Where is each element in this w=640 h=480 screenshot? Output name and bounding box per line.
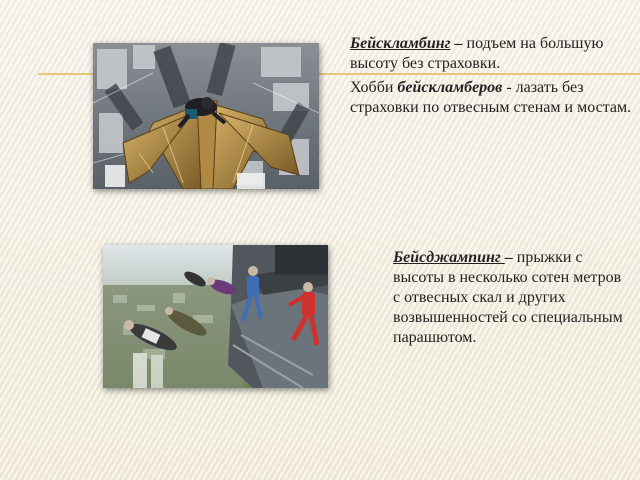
base-jumpers-from-building-photo xyxy=(103,245,328,388)
basclimbing-text: подъем на большую высоту без страховки. xyxy=(350,35,604,72)
basejumping-dash: – xyxy=(504,249,513,266)
basclimbers-term: бейскламберов xyxy=(397,79,503,96)
basejumping-definition xyxy=(393,248,629,348)
basclimbers-hobby-text xyxy=(350,78,632,118)
basejumping-text: прыжки с высоты в несколько сотен метров с отвесных скал и других возвышенностей со специальным парашютом. xyxy=(393,249,623,346)
basejumping-term: Бейсджампинг xyxy=(393,249,505,266)
basclimbing-definition xyxy=(350,34,630,74)
basclimbing-dash: – xyxy=(450,35,463,52)
climber-on-spire-photo xyxy=(93,43,319,189)
hobby-prefix: Хобби xyxy=(350,79,398,96)
hobby-rest: - лазать без страховки по отвесным стенам и мостам. xyxy=(350,79,632,116)
basclimbing-term: Бейскламбинг xyxy=(350,35,451,52)
